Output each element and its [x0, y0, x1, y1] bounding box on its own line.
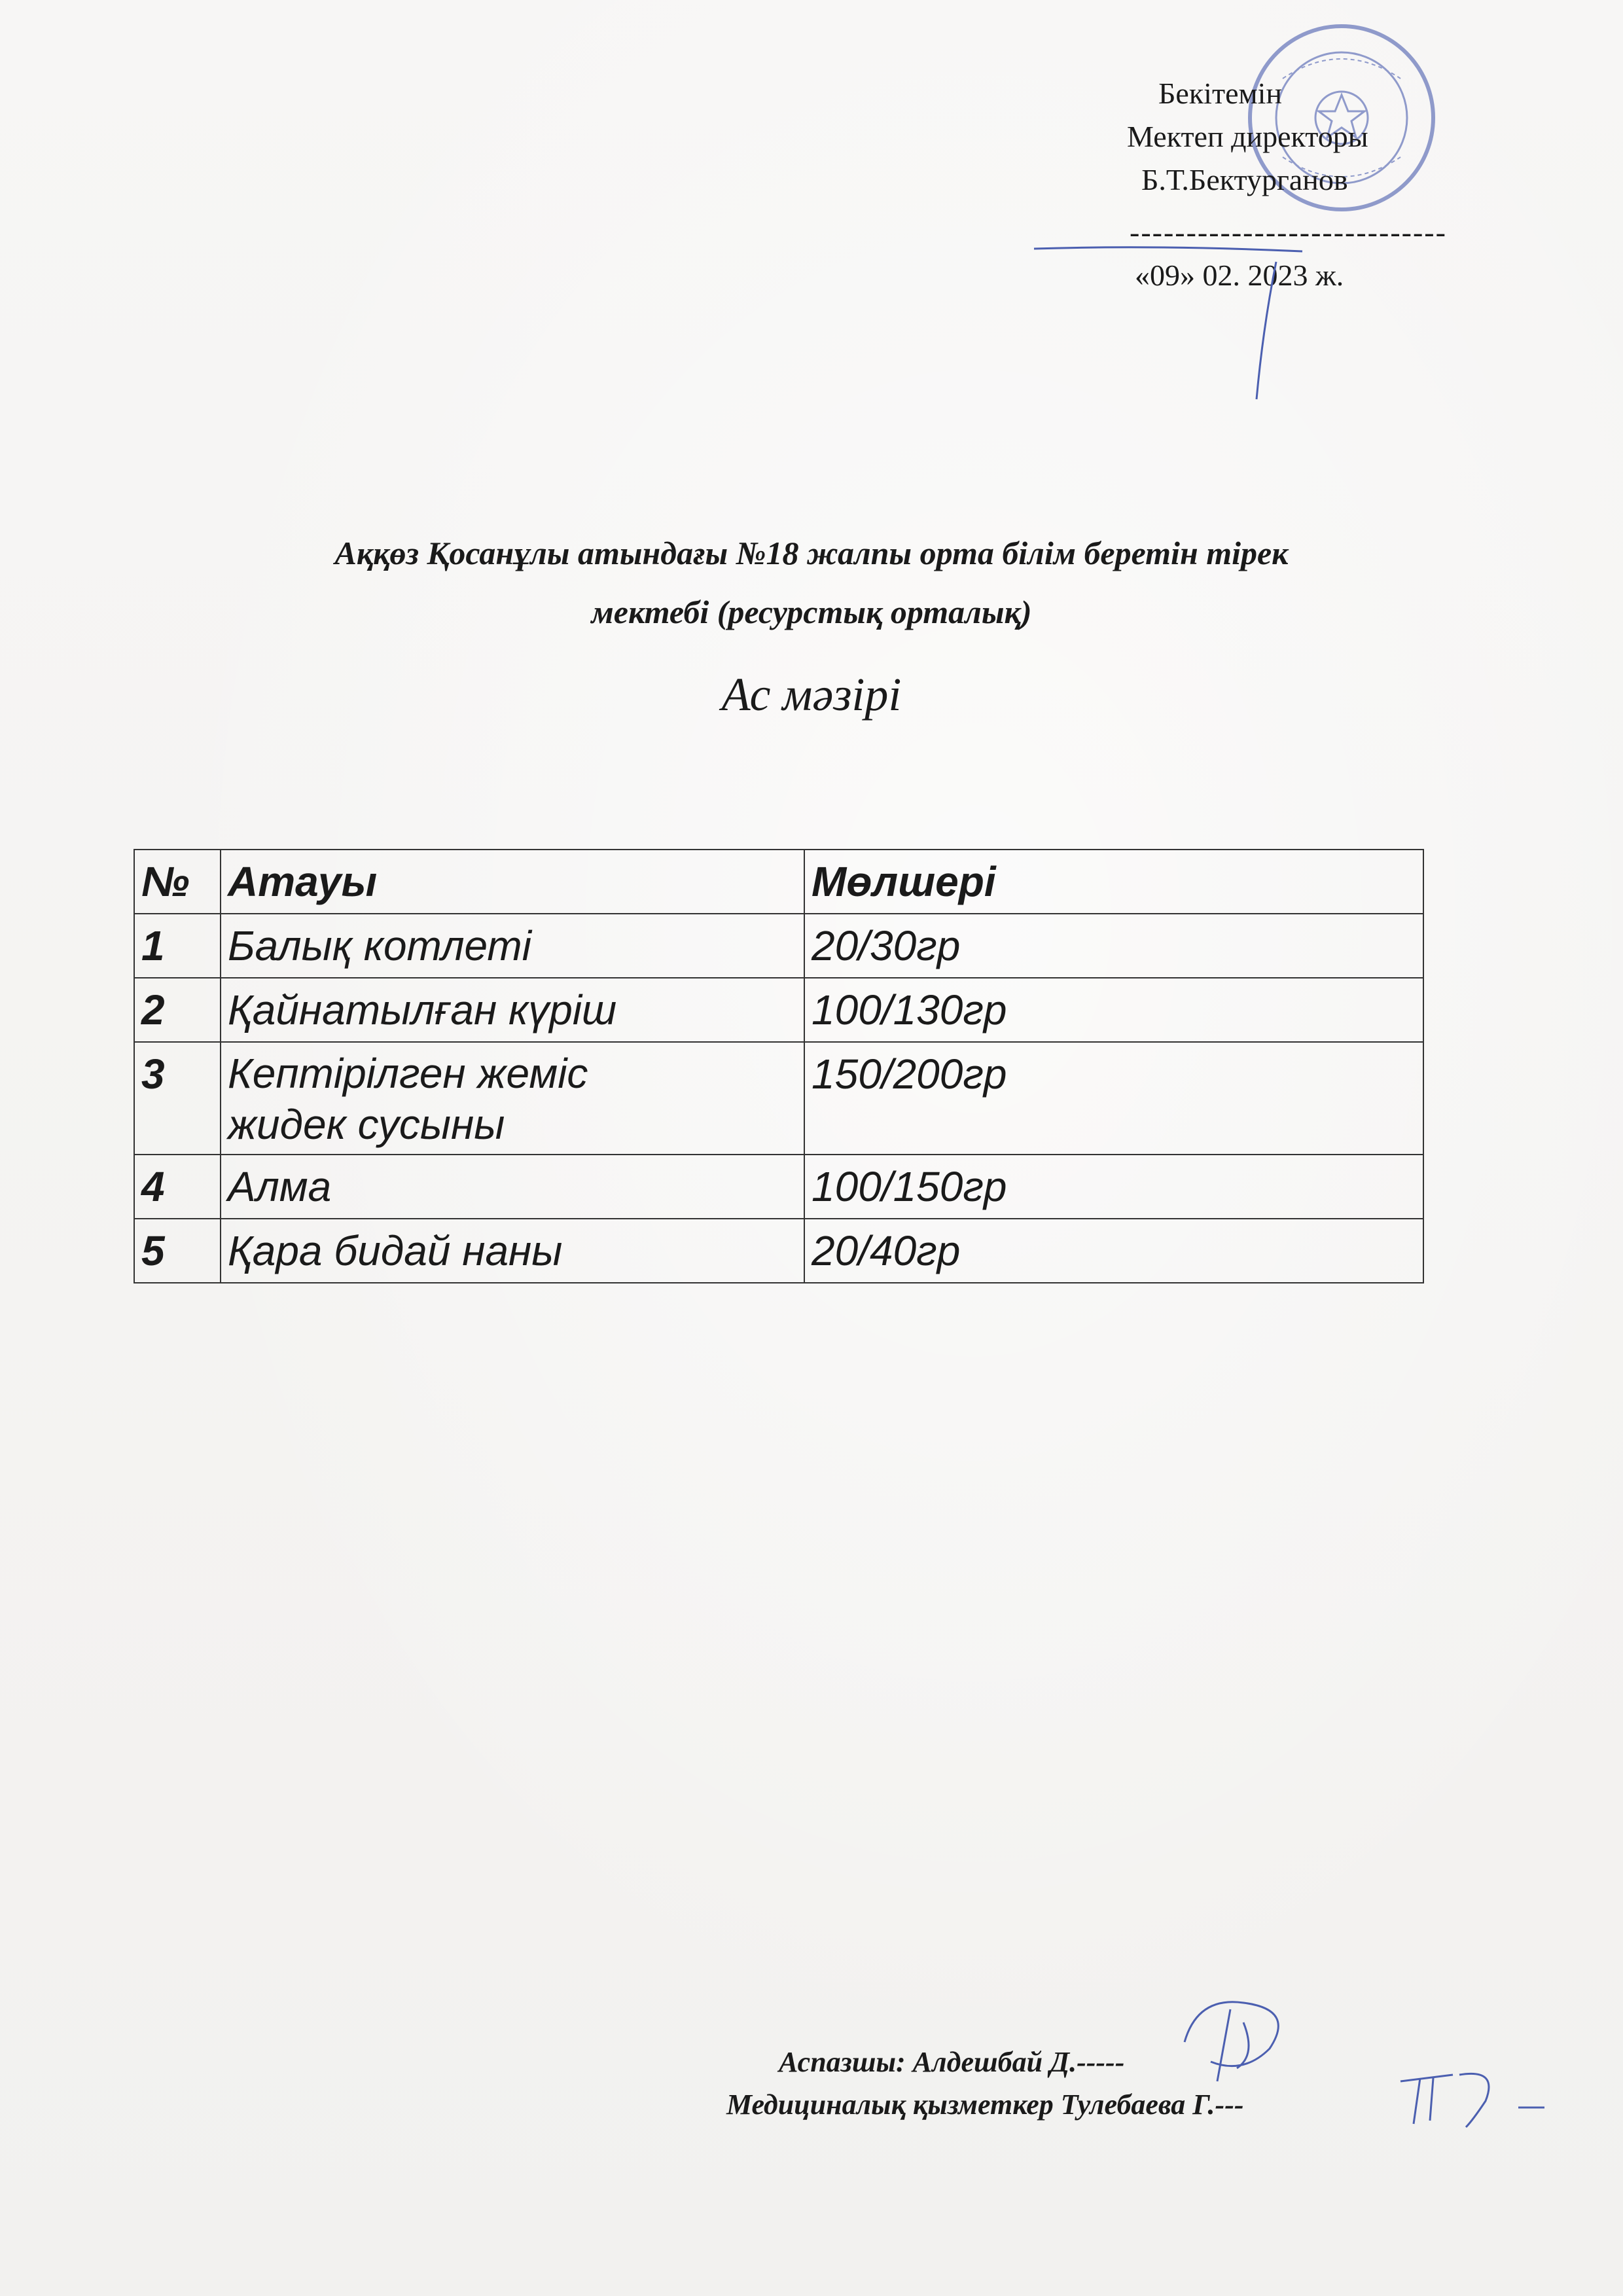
- approval-signature-line: ----------------------------: [1130, 215, 1447, 249]
- row-amount: 100/130гр: [804, 978, 1423, 1042]
- approval-date: «09» 02. 2023 ж.: [1135, 259, 1344, 292]
- cook-signature-scribble: [1171, 1983, 1302, 2094]
- row-amount: 100/150гр: [804, 1155, 1423, 1219]
- approval-director-name: Б.Т.Бектурганов: [1141, 163, 1348, 196]
- row-number: 5: [134, 1219, 221, 1283]
- table-header-row: [134, 850, 1423, 914]
- table-row: [134, 914, 1423, 978]
- school-name-line1: Аққөз Қосанұлы атындағы №18 жалпы орта білім беретін тірек: [334, 535, 1289, 571]
- row-name: Балық котлеті: [221, 914, 804, 978]
- menu-table: [134, 849, 1424, 1283]
- row-number: 2: [134, 978, 221, 1042]
- table-row: [134, 1042, 1423, 1155]
- cook-signature-line: Аспазшы: Алдешбай Д.-----: [779, 2046, 1125, 2078]
- row-name: [221, 1042, 804, 1155]
- medic-signature-line: Медициналық қызметкер Тулебаева Г.---: [726, 2089, 1244, 2121]
- row-name: Алма: [221, 1155, 804, 1219]
- header-name: Атауы: [221, 850, 804, 914]
- header-amount: Мөлшері: [804, 850, 1423, 914]
- row-name: Қайнатылған күріш: [221, 978, 804, 1042]
- row-amount: 150/200гр: [804, 1042, 1423, 1155]
- school-name: [131, 524, 1492, 641]
- row-name: Қара бидай наны: [221, 1219, 804, 1283]
- header-number: №: [134, 850, 221, 914]
- approval-position: Мектеп директоры: [1127, 120, 1368, 153]
- row-name-line1: Кептірілген жеміс: [228, 1050, 588, 1097]
- approval-label: Бекітемін: [1158, 77, 1282, 110]
- table-row: [134, 1155, 1423, 1219]
- table-row: [134, 1219, 1423, 1283]
- row-name-line2: жидек сусыны: [228, 1101, 505, 1148]
- school-name-line2: мектебі (ресурстық орталық): [591, 594, 1032, 630]
- menu-title: Ас мәзірі: [721, 668, 902, 721]
- medic-signature-scribble: [1394, 2062, 1551, 2134]
- director-signature-stroke: [1027, 236, 1368, 406]
- row-number: 1: [134, 914, 221, 978]
- row-amount: 20/30гр: [804, 914, 1423, 978]
- row-number: 3: [134, 1042, 221, 1155]
- table-row: [134, 978, 1423, 1042]
- row-number: 4: [134, 1155, 221, 1219]
- row-amount: 20/40гр: [804, 1219, 1423, 1283]
